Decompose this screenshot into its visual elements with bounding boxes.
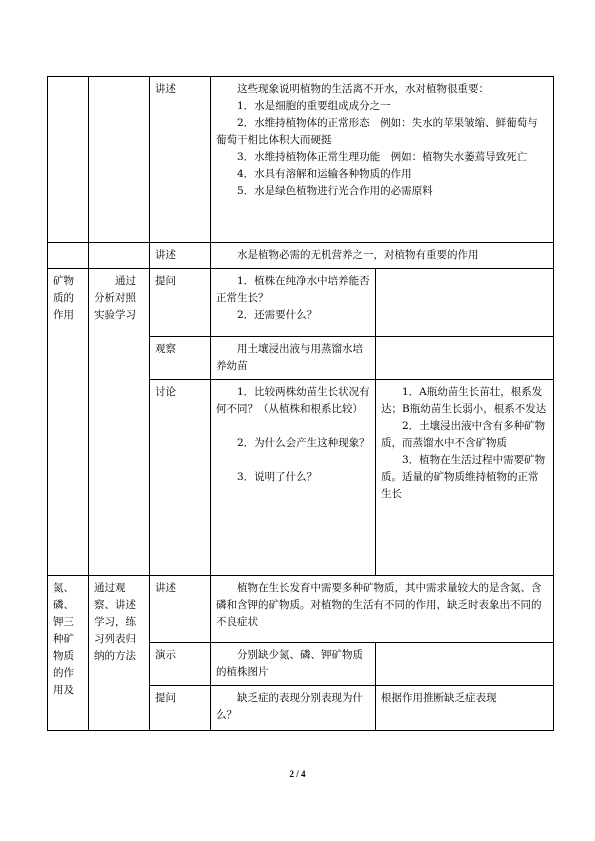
content-point: 2．水维持植物体的正常形态 例如：失水的苹果皱缩、鲜葡萄与葡萄干相比体积大而硬挺 — [216, 117, 538, 146]
table-row — [48, 77, 554, 243]
answer-cell — [376, 337, 554, 380]
content-cell — [211, 380, 376, 576]
content-cell: 缺乏症的表现分别表现为什么？ — [211, 686, 376, 731]
method-cell-empty — [89, 243, 150, 269]
answer-cell — [376, 269, 554, 337]
activity-cell: 讲述 — [150, 243, 211, 269]
activity-cell: 演示 — [150, 643, 211, 686]
answer: 3．植物在生活过程中需要矿物质。适量的矿物质维持植物的正常生长 — [381, 454, 546, 500]
content-point: 5．水是绿色植物进行光合作用的必需原料 — [237, 185, 433, 197]
question: 3．说明了什么？ — [237, 471, 318, 483]
content-cell: 用土壤浸出液与用蒸馏水培养幼苗 — [211, 337, 376, 380]
answer: 2．土壤浸出液中含有多种矿物质，而蒸馏水中不含矿物质 — [381, 420, 546, 449]
content-cell — [211, 77, 554, 243]
table-row — [48, 243, 554, 269]
method-cell: 通过观察、讲述学习，练习列表归纳的方法 — [89, 576, 150, 731]
table-row — [48, 576, 554, 643]
topic-cell: 氮、磷、钾三种矿物质的作用及 — [48, 576, 89, 731]
activity-cell: 提问 — [150, 686, 211, 731]
topic-cell-empty — [48, 243, 89, 269]
activity-cell: 讨论 — [150, 380, 211, 576]
topic-cell-empty — [48, 77, 89, 243]
question: 1．植株在纯净水中培养能否正常生长？ — [216, 275, 370, 304]
answer-cell: 根据作用推断缺乏症表现 — [376, 686, 554, 731]
answer-cell — [376, 380, 554, 576]
content-cell: 水是植物必需的无机营养之一，对植物有重要的作用 — [211, 243, 554, 269]
lesson-table — [47, 76, 554, 731]
content-intro: 这些现象说明植物的生活离不开水，水对植物很重要： — [237, 83, 489, 95]
question: 2．为什么会产生这种现象？ — [237, 437, 370, 449]
answer-cell — [376, 643, 554, 686]
content-cell — [211, 269, 376, 337]
method-cell-empty — [89, 77, 150, 243]
page-number: 2 / 4 — [289, 769, 306, 779]
method-cell: 通过分析对照实验学习 — [89, 269, 150, 576]
question: 1．比较两株幼苗生长状况有何不同？（从植株和根系比较） — [216, 386, 370, 415]
activity-cell: 讲述 — [150, 77, 211, 243]
activity-cell: 讲述 — [150, 576, 211, 643]
answer: 1．A瓶幼苗生长苗壮，根系发达；B瓶幼苗生长弱小，根系不发达 — [381, 386, 547, 415]
content-point: 1．水是细胞的重要组成成分之一 — [237, 100, 391, 112]
content-point: 3．水维持植物体正常生理功能 例如：植物失水萎蔫导致死亡 — [237, 151, 528, 163]
content-cell: 分别缺少氮、磷、钾矿物质的植株图片 — [211, 643, 376, 686]
question: 2．还需要什么？ — [237, 309, 318, 321]
topic-cell: 矿物质的作用 — [48, 269, 89, 576]
content-point: 4．水具有溶解和运输各种物质的作用 — [237, 168, 412, 180]
table-row — [48, 269, 554, 337]
content-cell: 植物在生长发育中需要多种矿物质，其中需求量较大的是含氮、含磷和含钾的矿物质。对植物的生活有不同的作用，缺乏时表象出不同的不良症状 — [211, 576, 554, 643]
activity-cell: 提问 — [150, 269, 211, 337]
activity-cell: 观察 — [150, 337, 211, 380]
